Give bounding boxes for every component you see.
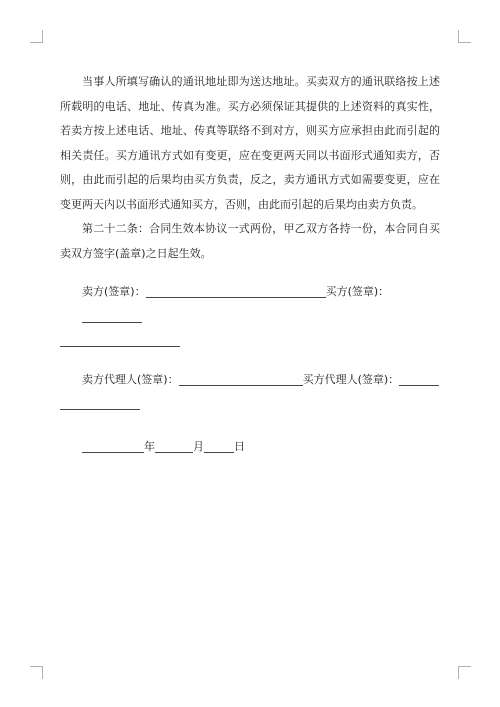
year-label: 年 xyxy=(144,439,155,453)
buyer-sign-line-cont xyxy=(60,333,180,347)
month-line xyxy=(155,439,193,453)
year-line xyxy=(82,439,144,453)
signature-row-parties-cont xyxy=(60,329,440,354)
seller-sign-label: 卖方(签章)： xyxy=(82,285,146,298)
seller-sign-line xyxy=(146,284,326,298)
buyer-agent-line-cont xyxy=(60,396,140,410)
day-line xyxy=(204,439,234,453)
crop-mark-top-left xyxy=(30,30,43,43)
crop-mark-bottom-right xyxy=(458,666,471,679)
month-label: 月 xyxy=(193,439,204,453)
paragraph-notice-address: 当事人所填写确认的通讯地址即为送达地址。买卖双方的通讯联络按上述所载明的电话、地址、传真为准。买方必须保证其提供的上述资料的真实性，若卖方按上述电话、地址、传真等联络不到对方，则买方应承担由此而引起的相关责任。买方通讯方式如有变更，应在变更两天同以书面形式通知卖方，否则，由此而引起的后果均由买方负责，反之，卖方通讯方式如需要变更，应在变更两天内以书面形式通知买方，否则，由此而引起的后果均由卖方负责。 xyxy=(60,75,440,211)
signature-date xyxy=(60,435,440,460)
paragraph-article-22: 第二十二条：合同生效本协议一式两份，甲乙双方各持一份，本合同自买卖双方签字(盖章)之日起生效。 xyxy=(60,222,440,260)
buyer-agent-line xyxy=(399,372,439,386)
buyer-sign-label: 买方(签章)： xyxy=(325,285,390,298)
document-body xyxy=(60,70,440,459)
seller-agent-label: 卖方代理人(签章)： xyxy=(82,372,179,386)
day-label: 日 xyxy=(234,439,245,453)
signature-row-agents xyxy=(60,368,440,393)
crop-mark-top-right xyxy=(458,30,471,43)
seller-agent-line xyxy=(179,372,303,386)
signature-row-parties xyxy=(60,280,440,329)
signature-row-agents-cont xyxy=(60,392,440,417)
buyer-agent-label: 买方代理人(签章)： xyxy=(302,372,400,386)
crop-mark-bottom-left xyxy=(30,666,43,679)
buyer-sign-line xyxy=(82,309,142,323)
